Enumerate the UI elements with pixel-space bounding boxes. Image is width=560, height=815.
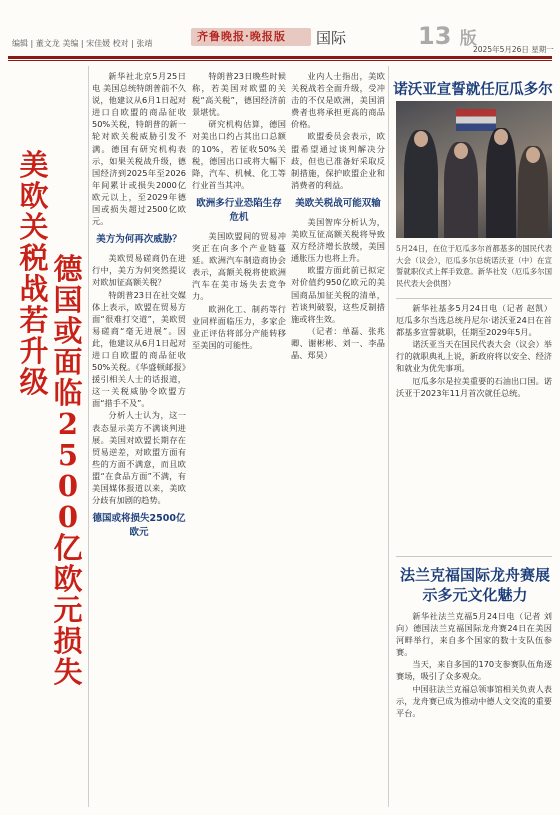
sidebar-article-1 [396, 302, 552, 550]
section-name: 国际 [316, 29, 347, 47]
column-divider [88, 66, 89, 807]
flag-shape [456, 109, 496, 131]
article-paragraph: 厄瓜多尔是拉美重要的石油出口国。诺沃亚于2023年11月首次就任总统。 [396, 375, 552, 398]
article-paragraph: 美欧贸易磋商仍在进行中，美方为何突然提议对欧加征高额关税？ [92, 253, 186, 288]
article-paragraph: 美国智库分析认为，美欧互征高额关税将导致双方经济增长放缓，美国通胀压力也将上升。 [291, 216, 385, 264]
header-rule-thin [8, 60, 552, 61]
issue-date: 2025年5月26日 星期一 [473, 45, 554, 54]
newspaper-masthead: 齐鲁晚报·晚报版 [191, 28, 311, 46]
header-rule [8, 56, 552, 59]
article-paragraph: 新华社北京5月25日电 美国总统特朗普前不久说，他建议从6月1日起对进口自欧盟的商品征收50%关税，特朗普的新一轮对欧关税威胁引发不满。德国有研究机构表示，如果关税战升级，德国经济到2025年至2026年间累计或损失2000亿欧元以上，至2029年德国或损失超过2500亿欧元。 [92, 71, 186, 227]
sidebar-headline-dragonboat: 法兰克福国际龙舟赛展示多元文化魅力 [400, 566, 551, 604]
article-subheading: 欧洲多行业恐陷生存危机 [196, 197, 282, 223]
face-shape [414, 131, 428, 147]
page-number: 13 版 [418, 22, 477, 50]
face-shape [454, 143, 468, 159]
article-paragraph: 美国欧盟间的贸易冲突正在向多个产业链蔓延。欧洲汽车制造商协会表示，高额关税将使欧洲汽车在美市场失去竞争力。 [192, 230, 286, 302]
article-paragraph: 特朗普23日晚些时候称，若美国对欧盟的关税“高关税”，德国经济前景堪忧。 [192, 71, 286, 118]
column-divider [388, 66, 389, 807]
headline-part1: 美欧关税战若升级 [19, 148, 49, 399]
article-column-2 [192, 70, 286, 808]
article-column-1 [92, 70, 186, 808]
page-header [0, 0, 560, 62]
article-paragraph: 欧盟方面此前已拟定对价值约950亿欧元的美国商品加征关税的清单，若谈判破裂，这些反制措施或将生效。 [291, 265, 385, 324]
face-shape [494, 129, 508, 145]
article-paragraph: 分析人士认为，这一表态显示美方不满谈判进展。美国对欧盟长期存在贸易逆差，对欧盟方面有些的方面不满意，而且欧盟“在食品方面”不满，有美国媒体报道以来，美欧分歧有加剧的趋势。 [92, 410, 186, 506]
sidebar-divider [396, 298, 552, 299]
face-shape [526, 147, 540, 163]
article-paragraph: 中国驻法兰克福总领事馆相关负责人表示，龙舟赛已成为推动中德人文交流的重要平台。 [396, 683, 552, 718]
article-paragraph: 新华社法兰克福5月24日电（记者 刘向）德国法兰克福国际龙舟赛24日在美因河畔举行，来自多个国家的数十支队伍参赛。 [396, 611, 552, 658]
article-subheading: 德国或将损失2500亿欧元 [92, 513, 186, 539]
article-paragraph: 业内人士指出，美欧关税战若全面升级，受冲击的不仅是欧洲，美国消费者也将承担更高的商品价格。 [291, 71, 385, 130]
article-paragraph: 欧洲化工、制药等行业同样面临压力，多家企业正评估将部分产能转移至美国的可能性。 [192, 303, 286, 350]
sidebar-headline-ecuador: 诺沃亚宣誓就任厄瓜多尔 [393, 81, 553, 98]
photo-caption: 5月24日，在位于厄瓜多尔首都基多的国民代表大会（议会），厄瓜多尔总统诺沃亚（中）在宣誓就职仪式上挥手致意。新华社发（厄瓜多尔国民代表大会供图） [396, 244, 552, 288]
article-subheading: 美欧关税战可能双输 [295, 197, 381, 209]
headline-part2: 德国或面临2500亿欧元损失 [53, 252, 83, 689]
news-photo [396, 101, 552, 238]
article-subheading: 美方为何再次威胁？ [96, 234, 182, 246]
article-paragraph: 特朗普23日在社交媒体上表示，欧盟在贸易方面“很难打交道”，美欧贸易磋商“毫无进展”。因此，他建议从6月1日起对进口自欧盟的商品征收50%关税。《华盛顿邮报》援引相关人士的话报道，这一关税威胁令欧盟方面“措手不及”。 [92, 289, 186, 409]
article-byline: （记者：单磊、张兆卿、谢彬彬、刘一、李晶晶、郑昊） [291, 325, 385, 360]
article-paragraph: 当天，来自多国的170支参赛队伍角逐赛场，吸引了众多观众。 [396, 659, 552, 682]
article-column-3 [291, 70, 385, 808]
article-paragraph: 诺沃亚当天在国民代表大会（议会）举行的就职典礼上说，新政府将以安全、经济和就业为优先事项。 [396, 339, 552, 374]
editor-credits: 编辑 | 董文龙 美编 | 宋佳媛 校对 | 张靖 [12, 39, 153, 48]
sidebar-article-2 [396, 610, 552, 808]
sidebar-divider [396, 556, 552, 557]
article-paragraph: 新华社基多5月24日电（记者 赵凯）厄瓜多尔当选总统丹尼尔·诺沃亚24日在首都基多宣誓就职，任期至2029年5月。 [396, 303, 552, 338]
article-paragraph: 研究机构估算，德国对美出口约占其出口总额的10%，若征收50%关税，德国出口或将大幅下降，汽车、机械、化工等行业首当其冲。 [192, 119, 286, 190]
article-paragraph: 欧盟委员会表示，欧盟希望通过谈判解决分歧，但也已准备好采取反制措施，保护欧盟企业和消费者的利益。 [291, 131, 385, 190]
